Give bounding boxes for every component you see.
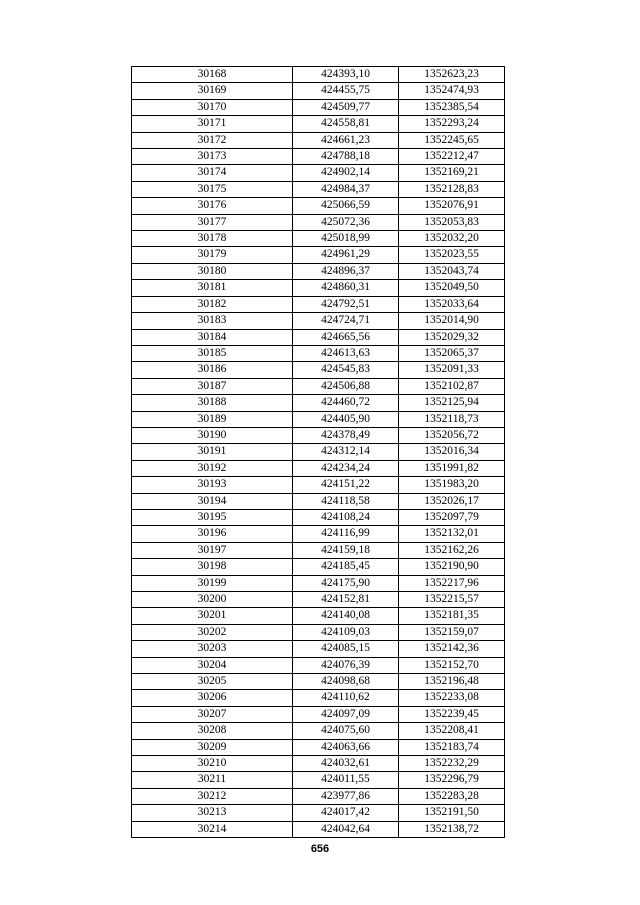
y-coordinate-cell: 1352283,28 [399, 788, 505, 804]
point-number-cell: 30196 [132, 526, 293, 542]
table-row [132, 674, 505, 690]
y-coordinate-cell: 1352183,74 [399, 739, 505, 755]
x-coordinate-cell: 424665,56 [293, 329, 399, 345]
point-number-cell: 30178 [132, 231, 293, 247]
x-coordinate-cell: 424902,14 [293, 165, 399, 181]
x-coordinate-cell: 424378,49 [293, 427, 399, 443]
table-row [132, 67, 505, 83]
table-row [132, 690, 505, 706]
table-row [132, 444, 505, 460]
y-coordinate-cell: 1352043,74 [399, 263, 505, 279]
y-coordinate-cell: 1352014,90 [399, 313, 505, 329]
point-number-cell: 30176 [132, 198, 293, 214]
point-number-cell: 30185 [132, 345, 293, 361]
point-number-cell: 30213 [132, 805, 293, 821]
table-row [132, 329, 505, 345]
table-row [132, 608, 505, 624]
table-row [132, 83, 505, 99]
point-number-cell: 30203 [132, 641, 293, 657]
point-number-cell: 30209 [132, 739, 293, 755]
y-coordinate-cell: 1352293,24 [399, 116, 505, 132]
y-coordinate-cell: 1352032,20 [399, 231, 505, 247]
x-coordinate-cell: 424792,51 [293, 296, 399, 312]
point-number-cell: 30208 [132, 723, 293, 739]
y-coordinate-cell: 1352196,48 [399, 674, 505, 690]
point-number-cell: 30179 [132, 247, 293, 263]
table-row [132, 624, 505, 640]
x-coordinate-cell: 424140,08 [293, 608, 399, 624]
x-coordinate-cell: 424011,55 [293, 772, 399, 788]
point-number-cell: 30202 [132, 624, 293, 640]
point-number-cell: 30172 [132, 132, 293, 148]
y-coordinate-cell: 1352623,23 [399, 67, 505, 83]
point-number-cell: 30187 [132, 378, 293, 394]
table-row [132, 493, 505, 509]
x-coordinate-cell: 424109,03 [293, 624, 399, 640]
table-row [132, 181, 505, 197]
table-row [132, 756, 505, 772]
x-coordinate-cell: 424312,14 [293, 444, 399, 460]
x-coordinate-cell: 425072,36 [293, 214, 399, 230]
table-row [132, 460, 505, 476]
table-row [132, 723, 505, 739]
x-coordinate-cell: 424393,10 [293, 67, 399, 83]
y-coordinate-cell: 1352191,50 [399, 805, 505, 821]
x-coordinate-cell: 424661,23 [293, 132, 399, 148]
y-coordinate-cell: 1352208,41 [399, 723, 505, 739]
y-coordinate-cell: 1352159,07 [399, 624, 505, 640]
point-number-cell: 30173 [132, 149, 293, 165]
x-coordinate-cell: 424085,15 [293, 641, 399, 657]
y-coordinate-cell: 1352212,47 [399, 149, 505, 165]
y-coordinate-cell: 1352190,90 [399, 559, 505, 575]
point-number-cell: 30199 [132, 575, 293, 591]
point-number-cell: 30212 [132, 788, 293, 804]
x-coordinate-cell: 424042,64 [293, 821, 399, 837]
x-coordinate-cell: 424984,37 [293, 181, 399, 197]
point-number-cell: 30192 [132, 460, 293, 476]
y-coordinate-cell: 1352239,45 [399, 706, 505, 722]
x-coordinate-cell: 424558,81 [293, 116, 399, 132]
y-coordinate-cell: 1352049,50 [399, 280, 505, 296]
point-number-cell: 30182 [132, 296, 293, 312]
y-coordinate-cell: 1352091,33 [399, 362, 505, 378]
x-coordinate-cell: 424724,71 [293, 313, 399, 329]
x-coordinate-cell: 424108,24 [293, 509, 399, 525]
point-number-cell: 30200 [132, 592, 293, 608]
point-number-cell: 30174 [132, 165, 293, 181]
point-number-cell: 30177 [132, 214, 293, 230]
table-row [132, 559, 505, 575]
y-coordinate-cell: 1352023,55 [399, 247, 505, 263]
point-number-cell: 30188 [132, 395, 293, 411]
y-coordinate-cell: 1352233,08 [399, 690, 505, 706]
table-row [132, 641, 505, 657]
y-coordinate-cell: 1352138,72 [399, 821, 505, 837]
point-number-cell: 30171 [132, 116, 293, 132]
y-coordinate-cell: 1352097,79 [399, 509, 505, 525]
y-coordinate-cell: 1352142,36 [399, 641, 505, 657]
table-row [132, 739, 505, 755]
point-number-cell: 30168 [132, 67, 293, 83]
table-row [132, 247, 505, 263]
x-coordinate-cell: 424110,62 [293, 690, 399, 706]
table-row [132, 395, 505, 411]
x-coordinate-cell: 424097,09 [293, 706, 399, 722]
table-row [132, 706, 505, 722]
table-row [132, 477, 505, 493]
y-coordinate-cell: 1352033,64 [399, 296, 505, 312]
table-row [132, 345, 505, 361]
table-row [132, 116, 505, 132]
table-row [132, 509, 505, 525]
x-coordinate-cell: 424509,77 [293, 99, 399, 115]
table-row [132, 427, 505, 443]
x-coordinate-cell: 424405,90 [293, 411, 399, 427]
table-row [132, 198, 505, 214]
y-coordinate-cell: 1352162,26 [399, 542, 505, 558]
y-coordinate-cell: 1352016,34 [399, 444, 505, 460]
coordinates-table-body [132, 67, 505, 838]
point-number-cell: 30181 [132, 280, 293, 296]
x-coordinate-cell: 424788,18 [293, 149, 399, 165]
table-row [132, 231, 505, 247]
point-number-cell: 30184 [132, 329, 293, 345]
point-number-cell: 30170 [132, 99, 293, 115]
x-coordinate-cell: 424460,72 [293, 395, 399, 411]
x-coordinate-cell: 424159,18 [293, 542, 399, 558]
y-coordinate-cell: 1352217,96 [399, 575, 505, 591]
x-coordinate-cell: 425018,99 [293, 231, 399, 247]
table-row [132, 362, 505, 378]
y-coordinate-cell: 1352053,83 [399, 214, 505, 230]
point-number-cell: 30204 [132, 657, 293, 673]
x-coordinate-cell: 424613,63 [293, 345, 399, 361]
y-coordinate-cell: 1352181,35 [399, 608, 505, 624]
point-number-cell: 30183 [132, 313, 293, 329]
x-coordinate-cell: 424234,24 [293, 460, 399, 476]
x-coordinate-cell: 424032,61 [293, 756, 399, 772]
y-coordinate-cell: 1352102,87 [399, 378, 505, 394]
point-number-cell: 30198 [132, 559, 293, 575]
table-row [132, 411, 505, 427]
y-coordinate-cell: 1352152,70 [399, 657, 505, 673]
y-coordinate-cell: 1352076,91 [399, 198, 505, 214]
point-number-cell: 30169 [132, 83, 293, 99]
table-row [132, 99, 505, 115]
point-number-cell: 30197 [132, 542, 293, 558]
y-coordinate-cell: 1352245,65 [399, 132, 505, 148]
point-number-cell: 30214 [132, 821, 293, 837]
point-number-cell: 30201 [132, 608, 293, 624]
x-coordinate-cell: 424116,99 [293, 526, 399, 542]
table-row [132, 296, 505, 312]
x-coordinate-cell: 424961,29 [293, 247, 399, 263]
page-number: 656 [310, 843, 330, 855]
table-row [132, 575, 505, 591]
y-coordinate-cell: 1352065,37 [399, 345, 505, 361]
y-coordinate-cell: 1352385,54 [399, 99, 505, 115]
point-number-cell: 30189 [132, 411, 293, 427]
x-coordinate-cell: 423977,86 [293, 788, 399, 804]
x-coordinate-cell: 424175,90 [293, 575, 399, 591]
y-coordinate-cell: 1352215,57 [399, 592, 505, 608]
y-coordinate-cell: 1352474,93 [399, 83, 505, 99]
table-row [132, 657, 505, 673]
point-number-cell: 30180 [132, 263, 293, 279]
point-number-cell: 30190 [132, 427, 293, 443]
point-number-cell: 30207 [132, 706, 293, 722]
table-row [132, 149, 505, 165]
point-number-cell: 30194 [132, 493, 293, 509]
x-coordinate-cell: 424151,22 [293, 477, 399, 493]
table-row [132, 592, 505, 608]
point-number-cell: 30206 [132, 690, 293, 706]
x-coordinate-cell: 424076,39 [293, 657, 399, 673]
table-row [132, 214, 505, 230]
x-coordinate-cell: 424152,81 [293, 592, 399, 608]
point-number-cell: 30195 [132, 509, 293, 525]
table-row [132, 280, 505, 296]
coordinates-table [131, 66, 505, 838]
table-row [132, 132, 505, 148]
table-row [132, 526, 505, 542]
x-coordinate-cell: 424075,60 [293, 723, 399, 739]
table-row [132, 788, 505, 804]
x-coordinate-cell: 424860,31 [293, 280, 399, 296]
table-row [132, 165, 505, 181]
y-coordinate-cell: 1352118,73 [399, 411, 505, 427]
x-coordinate-cell: 424017,42 [293, 805, 399, 821]
y-coordinate-cell: 1352026,17 [399, 493, 505, 509]
x-coordinate-cell: 424098,68 [293, 674, 399, 690]
table-row [132, 313, 505, 329]
table-row [132, 821, 505, 837]
y-coordinate-cell: 1352169,21 [399, 165, 505, 181]
y-coordinate-cell: 1352132,01 [399, 526, 505, 542]
y-coordinate-cell: 1352128,83 [399, 181, 505, 197]
point-number-cell: 30186 [132, 362, 293, 378]
x-coordinate-cell: 424896,37 [293, 263, 399, 279]
table-row [132, 805, 505, 821]
table-row [132, 263, 505, 279]
y-coordinate-cell: 1351983,20 [399, 477, 505, 493]
table-row [132, 772, 505, 788]
point-number-cell: 30191 [132, 444, 293, 460]
x-coordinate-cell: 424545,83 [293, 362, 399, 378]
x-coordinate-cell: 424118,58 [293, 493, 399, 509]
point-number-cell: 30175 [132, 181, 293, 197]
point-number-cell: 30210 [132, 756, 293, 772]
table-row [132, 378, 505, 394]
y-coordinate-cell: 1352296,79 [399, 772, 505, 788]
y-coordinate-cell: 1352056,72 [399, 427, 505, 443]
x-coordinate-cell: 424506,88 [293, 378, 399, 394]
y-coordinate-cell: 1351991,82 [399, 460, 505, 476]
y-coordinate-cell: 1352232,29 [399, 756, 505, 772]
x-coordinate-cell: 424455,75 [293, 83, 399, 99]
point-number-cell: 30205 [132, 674, 293, 690]
x-coordinate-cell: 425066,59 [293, 198, 399, 214]
x-coordinate-cell: 424185,45 [293, 559, 399, 575]
table-row [132, 542, 505, 558]
y-coordinate-cell: 1352029,32 [399, 329, 505, 345]
point-number-cell: 30211 [132, 772, 293, 788]
y-coordinate-cell: 1352125,94 [399, 395, 505, 411]
x-coordinate-cell: 424063,66 [293, 739, 399, 755]
point-number-cell: 30193 [132, 477, 293, 493]
